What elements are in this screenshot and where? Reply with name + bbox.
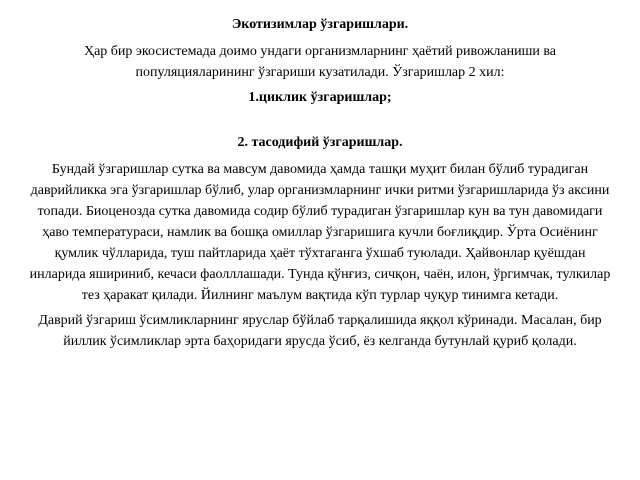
list-item-cyclic: 1.циклик ўзгаришлар; [248, 90, 392, 105]
document-title: Экотизимлар ўзгаришлари. [231, 17, 409, 32]
body-paragraph-2: Даврий ўзгариш ўсимликларнинг яруслар бўйлаб тарқалишида яққол кўринади. Масалан, бир йиллик ўсимликлар эрта баҳоридаги ярусда ўсиб, ёз келганда бутунлай қуриб қолади. [38, 313, 602, 349]
list-item-random: 2. тасодифий ўзгаришлар. [237, 135, 403, 150]
document-page [28, 10, 612, 356]
body-paragraph-1: Бундай ўзгаришлар сутка ва мавсум давомида ҳамда ташқи муҳит билан бўлиб турадиган даврийликка эга ўзгаришлар бўлиб, улар организмларнинг ички ритми ўзгаришларида ўз аксини топади. Биоценозда сутка давомида содир бўлиб турадиган ўзгаришлар кун ва тун давомидаги ҳаво температураси, намлик ва бошқа омиллар ўзгаришига кучли боғлиқдир. Ўрта Осиёнинг қумлик чўлларида, туш пайтларида ҳаёт тўхтаганга ўхшаб туюлади. Ҳайвонлар қуёшдан инларида яшириниб, кечаси фаолллашади. Тунда қўнғиз, сичқон, чаён, илон, ўргимчак, тулкилар тез ҳаракат қилади. Йилнинг маълум вақтида кўп турлар чуқур тинимга кетади. [29, 162, 611, 303]
intro-paragraph: Ҳар бир экосистемада доимо ундаги организмларнинг ҳаётий ривожланиши ва популяцияларининг ўзгариши кузатилади. Ўзгаришлар 2 хил: [83, 44, 556, 80]
